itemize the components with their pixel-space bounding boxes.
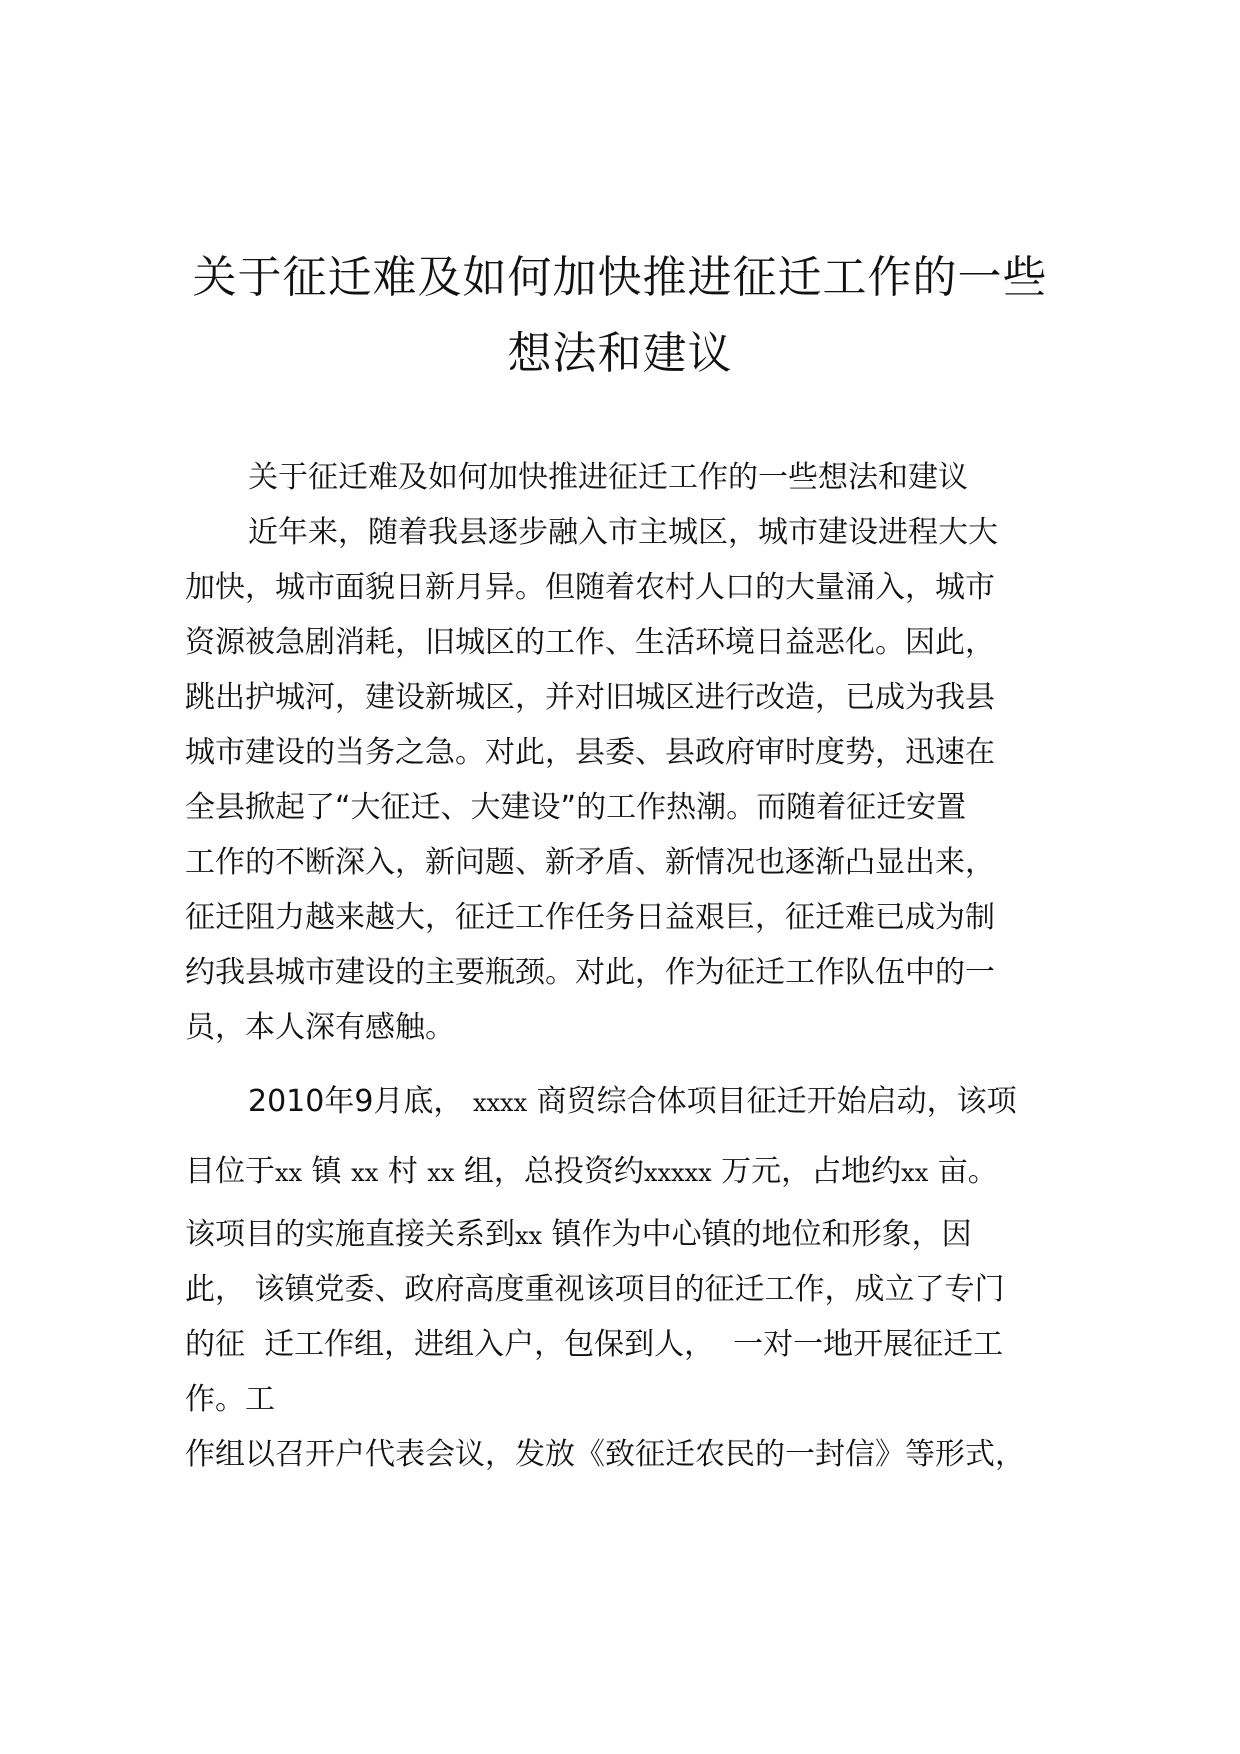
placeholder-text: xx bbox=[427, 1159, 455, 1187]
paragraph-2-line-6: 作。工 bbox=[185, 1382, 275, 1417]
paragraph-1-line: 约我县城市建设的主要瓶颈。对此，作为征迁工作队伍中的一 bbox=[185, 955, 995, 990]
paragraph-1-line: 全县掀起了“大征迁、大建设”的工作热潮。而随着征迁安置 bbox=[185, 790, 967, 825]
text-run: 村 bbox=[378, 1154, 428, 1189]
paragraph-2-line-4: 此， 该镇党委、政府高度重视该项目的征迁工作，成立了专门 bbox=[185, 1272, 1005, 1307]
placeholder-text: xx bbox=[901, 1159, 929, 1187]
paragraph-1-line: 工作的不断深入，新问题、新矛盾、新情况也逐渐凸显出来， bbox=[185, 845, 995, 880]
title-line-2: 想法和建议 bbox=[507, 328, 733, 379]
paragraph-2-line-3 bbox=[185, 1207, 1075, 1262]
paragraph-1-line: 加快，城市面貌日新月异。但随着农村人口的大量涌入，城市 bbox=[185, 570, 995, 605]
paragraph-2-line-7: 作组以召开户代表会议，发放《致征迁农民的一封信》等形式， bbox=[185, 1437, 1025, 1472]
paragraph-1-line: 员，本人深有感触。 bbox=[185, 1010, 455, 1045]
document-title bbox=[170, 240, 1070, 392]
placeholder-text: xx bbox=[351, 1159, 379, 1187]
text-run: 商贸综合体项目征迁开始启动，该项 bbox=[527, 1084, 1017, 1119]
paragraph-1-line: 资源被急剧消耗，旧城区的工作、生活环境日益恶化。因此， bbox=[185, 625, 995, 660]
placeholder-text: xx bbox=[515, 1222, 543, 1250]
text-run: 目位于 bbox=[185, 1154, 275, 1189]
paragraph-1-line: 城市建设的当务之急。对此，县委、县政府审时度势，迅速在 bbox=[185, 735, 995, 770]
text-run: 亩。 bbox=[928, 1154, 998, 1189]
document-subtitle: 关于征迁难及如何加快推进征迁工作的一些想法和建议 bbox=[248, 460, 968, 495]
paragraph-2-line-5: 的征 迁工作组，进组入户，包保到人， 一对一地开展征迁工 bbox=[185, 1327, 1004, 1362]
title-line-1: 关于征迁难及如何加快推进征迁工作的一些 bbox=[192, 252, 1048, 303]
text-run: 镇作为中心镇的地位和形象，因 bbox=[542, 1217, 972, 1252]
text-run: 万元，占地约 bbox=[711, 1154, 902, 1189]
placeholder-text: xx bbox=[275, 1159, 303, 1187]
document-body bbox=[185, 450, 1075, 1482]
placeholder-text: xxxx bbox=[472, 1089, 528, 1117]
paragraph-2-line-2 bbox=[185, 1137, 1075, 1207]
paragraph-1-line: 近年来，随着我县逐步融入市主城区，城市建设进程大大 bbox=[248, 515, 998, 550]
placeholder-text: xxxxx bbox=[643, 1159, 712, 1187]
text-run: 镇 bbox=[302, 1154, 352, 1189]
paragraph-1-line: 跳出护城河，建设新城区，并对旧城区进行改造，已成为我县 bbox=[185, 680, 995, 715]
text-run: 该项目的实施直接关系到 bbox=[185, 1217, 515, 1252]
paragraph-2-line-1 bbox=[185, 1067, 1075, 1137]
text-run: 2010年9月底， bbox=[248, 1084, 464, 1119]
paragraph-1-line: 征迁阻力越来越大，征迁工作任务日益艰巨，征迁难已成为制 bbox=[185, 900, 995, 935]
text-run: 组，总投资约 bbox=[454, 1154, 644, 1189]
